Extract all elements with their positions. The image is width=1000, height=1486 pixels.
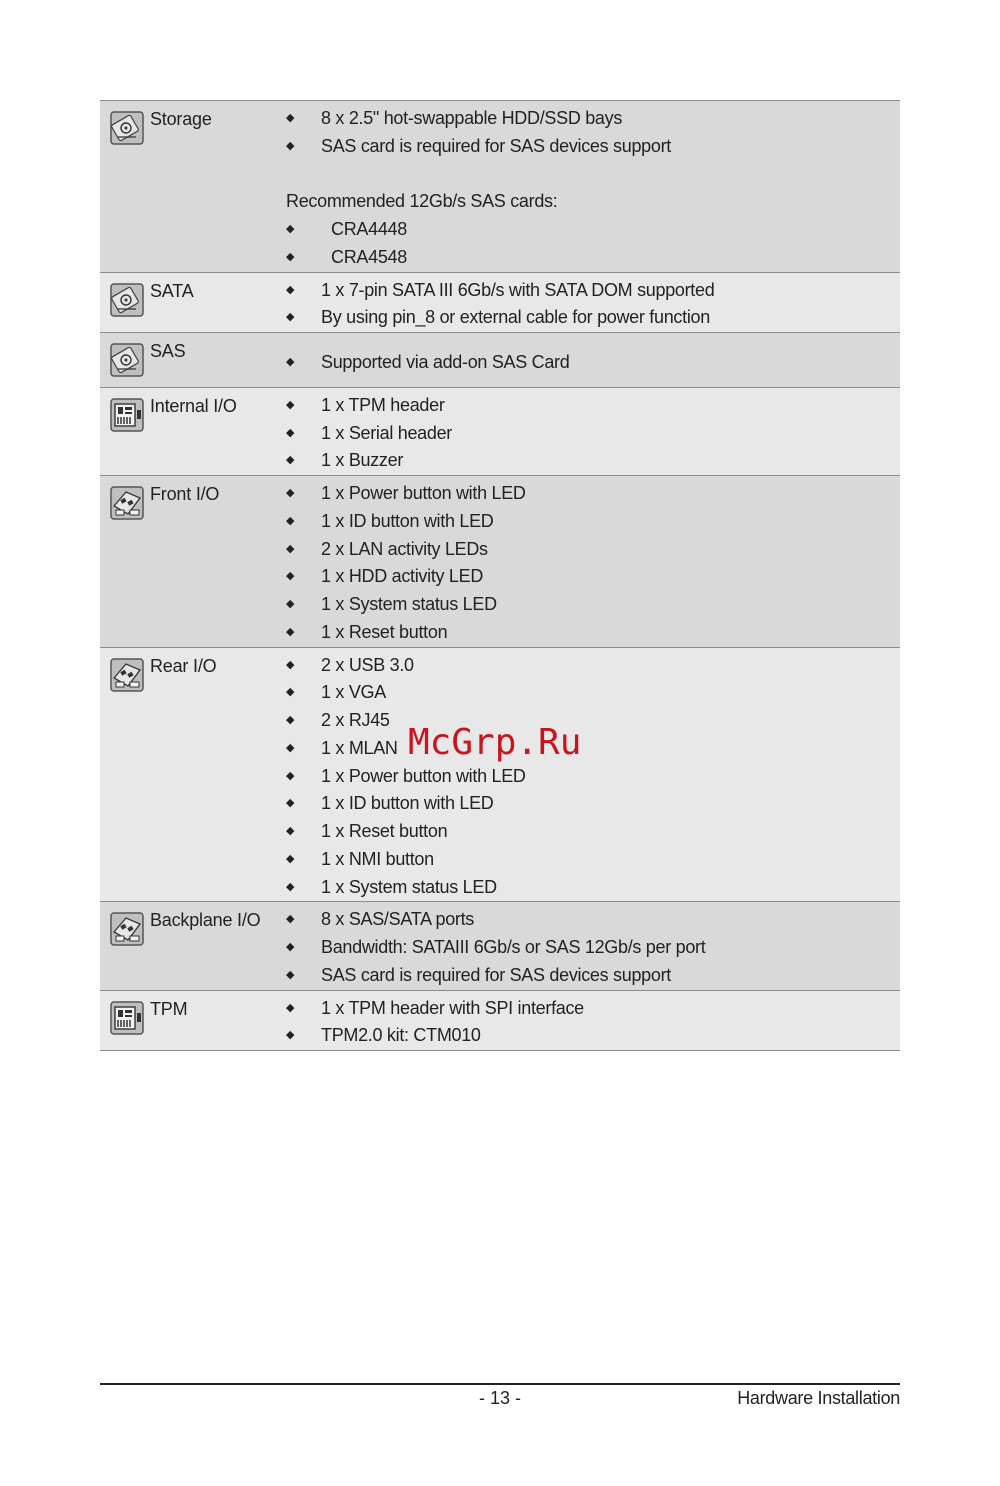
bullet-icon: ◆	[286, 1001, 295, 1014]
spec-item	[286, 818, 900, 846]
spec-label: Storage	[150, 109, 212, 129]
bullet-icon: ◆	[286, 139, 295, 152]
spec-item-text: 1 x ID button with LED	[321, 793, 494, 814]
spec-item	[286, 133, 900, 161]
spec-item-text: 1 x HDD activity LED	[321, 566, 484, 587]
spec-item-text: 1 x VGA	[321, 682, 386, 703]
chip-icon	[110, 398, 144, 432]
spec-item	[286, 619, 900, 647]
spec-item-text: Supported via add-on SAS Card	[321, 352, 570, 372]
ports-icon	[110, 658, 144, 692]
hdd-icon	[110, 343, 144, 377]
spec-item-text: 8 x 2.5" hot-swappable HDD/SSD bays	[321, 108, 623, 128]
spec-item	[286, 216, 900, 244]
spec-item	[286, 934, 900, 962]
bullet-icon: ◆	[286, 625, 295, 638]
spec-row-internal-i-o	[100, 388, 900, 476]
bullet-icon: ◆	[286, 598, 295, 610]
spec-label-cell	[100, 273, 286, 333]
spec-label: SATA	[150, 280, 194, 301]
spec-label-cell	[100, 902, 286, 989]
bullet-icon: ◆	[286, 112, 295, 124]
bullet-icon: ◆	[286, 741, 295, 754]
spec-item	[286, 846, 900, 874]
spec-item-text: CRA4448	[331, 219, 407, 239]
spec-row-tpm	[100, 991, 900, 1052]
spec-item-text: 8 x SAS/SATA ports	[321, 909, 474, 930]
spec-item	[286, 349, 900, 377]
spec-item	[286, 1022, 900, 1050]
spec-item	[286, 652, 900, 680]
spec-item-text: 1 x 7-pin SATA III 6Gb/s with SATA DOM supported	[321, 279, 715, 300]
spec-item	[286, 707, 900, 735]
spec-item-text: CRA4548	[331, 246, 407, 267]
hdd-icon	[110, 283, 144, 317]
spec-content-cell	[286, 333, 900, 387]
spec-item-text: 1 x Power button with LED	[321, 483, 526, 503]
bullet-icon: ◆	[286, 514, 295, 527]
spec-item-text: 1 x Reset button	[321, 621, 448, 642]
spec-item	[286, 962, 900, 990]
spec-table	[100, 100, 900, 1051]
spec-item	[286, 277, 900, 305]
spec-item-text: Recommended 12Gb/s SAS cards:	[286, 191, 558, 212]
spec-content-cell	[286, 388, 900, 475]
spec-item	[286, 420, 900, 448]
spec-item-text: 1 x MLAN	[321, 737, 398, 758]
watermark: McGrp.Ru	[408, 722, 582, 763]
spec-item-text: 1 x ID button with LED	[321, 510, 494, 531]
spec-content-cell	[286, 101, 900, 272]
spec-item	[286, 679, 900, 707]
spec-label-cell	[100, 648, 286, 902]
spec-label: Internal I/O	[150, 395, 237, 416]
spec-item	[286, 244, 900, 272]
spec-item	[286, 995, 900, 1023]
spec-label: Backplane I/O	[150, 910, 261, 931]
spec-item-text: TPM2.0 kit: CTM010	[321, 1025, 481, 1046]
spec-row-sas	[100, 333, 900, 388]
chip-icon	[110, 1001, 144, 1035]
spec-label-cell	[100, 991, 286, 1051]
bullet-icon: ◆	[286, 426, 295, 439]
section-name: Hardware Installation	[737, 1388, 900, 1408]
spec-row-storage	[100, 101, 900, 273]
spec-item-text: 1 x Buzzer	[321, 450, 404, 471]
bullet-icon: ◆	[286, 223, 295, 235]
spec-item-text: 2 x RJ45	[321, 710, 390, 730]
spec-content-cell	[286, 902, 900, 989]
spec-item	[286, 563, 900, 591]
bullet-icon: ◆	[286, 825, 295, 837]
bullet-icon: ◆	[286, 398, 295, 411]
spec-item-text: 1 x TPM header	[321, 394, 445, 415]
spec-content-cell	[286, 991, 900, 1051]
bullet-icon: ◆	[286, 542, 295, 555]
bullet-icon: ◆	[286, 714, 295, 726]
bullet-icon: ◆	[286, 1029, 295, 1042]
bullet-icon: ◆	[286, 880, 295, 893]
spec-content-cell	[286, 648, 900, 902]
page-number: - 13 -	[478, 1388, 521, 1408]
spec-label: TPM	[150, 998, 188, 1019]
bullet-icon: ◆	[286, 852, 295, 865]
spec-label: SAS	[150, 341, 186, 361]
spec-item-text: 1 x Power button with LED	[321, 765, 526, 786]
spec-item	[286, 591, 900, 619]
spec-row-backplane-i-o	[100, 902, 900, 990]
spec-item	[286, 447, 900, 475]
spec-item	[286, 508, 900, 536]
hdd-icon	[110, 111, 144, 145]
spec-item-text: Bandwidth: SATAIII 6Gb/s or SAS 12Gb/s per port	[321, 937, 706, 957]
spec-item-text: 1 x System status LED	[321, 594, 497, 614]
spec-label-cell	[100, 476, 286, 647]
spec-row-sata	[100, 273, 900, 334]
spec-item-text: SAS card is required for SAS devices support	[321, 964, 671, 985]
spec-item	[286, 105, 900, 133]
spec-item	[286, 763, 900, 791]
footer-rule	[100, 1383, 900, 1385]
spec-item-text: 2 x LAN activity LEDs	[321, 538, 488, 559]
bullet-icon: ◆	[286, 454, 295, 467]
spec-item-text: 2 x USB 3.0	[321, 654, 414, 675]
spec-item	[286, 392, 900, 420]
spec-content-cell	[286, 476, 900, 647]
bullet-icon: ◆	[286, 941, 295, 953]
bullet-icon: ◆	[286, 487, 295, 499]
bullet-icon: ◆	[286, 968, 295, 981]
spec-label: Front I/O	[150, 484, 220, 504]
spec-content-cell	[286, 273, 900, 333]
bullet-icon: ◆	[286, 686, 295, 699]
spec-item-text: 1 x Serial header	[321, 422, 452, 443]
spec-label-cell	[100, 101, 286, 272]
bullet-icon: ◆	[286, 356, 295, 368]
spec-item	[286, 304, 900, 332]
bullet-icon: ◆	[286, 250, 295, 263]
spec-item-text: 1 x TPM header with SPI interface	[321, 997, 584, 1018]
spec-item-text: 1 x System status LED	[321, 876, 497, 897]
ports-icon	[110, 486, 144, 520]
bullet-icon: ◆	[286, 570, 295, 583]
spec-item	[286, 735, 900, 763]
spec-item-text: 1 x NMI button	[321, 848, 434, 869]
bullet-icon: ◆	[286, 913, 295, 926]
spec-label-cell	[100, 333, 286, 387]
spec-item	[286, 188, 900, 216]
spec-row-rear-i-o	[100, 648, 900, 903]
spec-item-text: SAS card is required for SAS devices support	[321, 135, 671, 156]
spec-item	[286, 874, 900, 902]
spec-item-text: 1 x Reset button	[321, 821, 448, 841]
spec-item	[286, 790, 900, 818]
spec-item	[286, 536, 900, 564]
spec-label-cell	[100, 388, 286, 475]
bullet-icon: ◆	[286, 658, 295, 671]
spec-item-text: By using pin_8 or external cable for power function	[321, 307, 710, 328]
spec-label: Rear I/O	[150, 655, 217, 676]
bullet-icon: ◆	[286, 311, 295, 324]
spec-row-front-i-o	[100, 476, 900, 648]
spec-item	[286, 480, 900, 508]
bullet-icon: ◆	[286, 797, 295, 810]
spec-item	[286, 906, 900, 934]
bullet-icon: ◆	[286, 283, 295, 296]
spec-item	[286, 161, 900, 189]
bullet-icon: ◆	[286, 769, 295, 782]
ports-icon	[110, 912, 144, 946]
